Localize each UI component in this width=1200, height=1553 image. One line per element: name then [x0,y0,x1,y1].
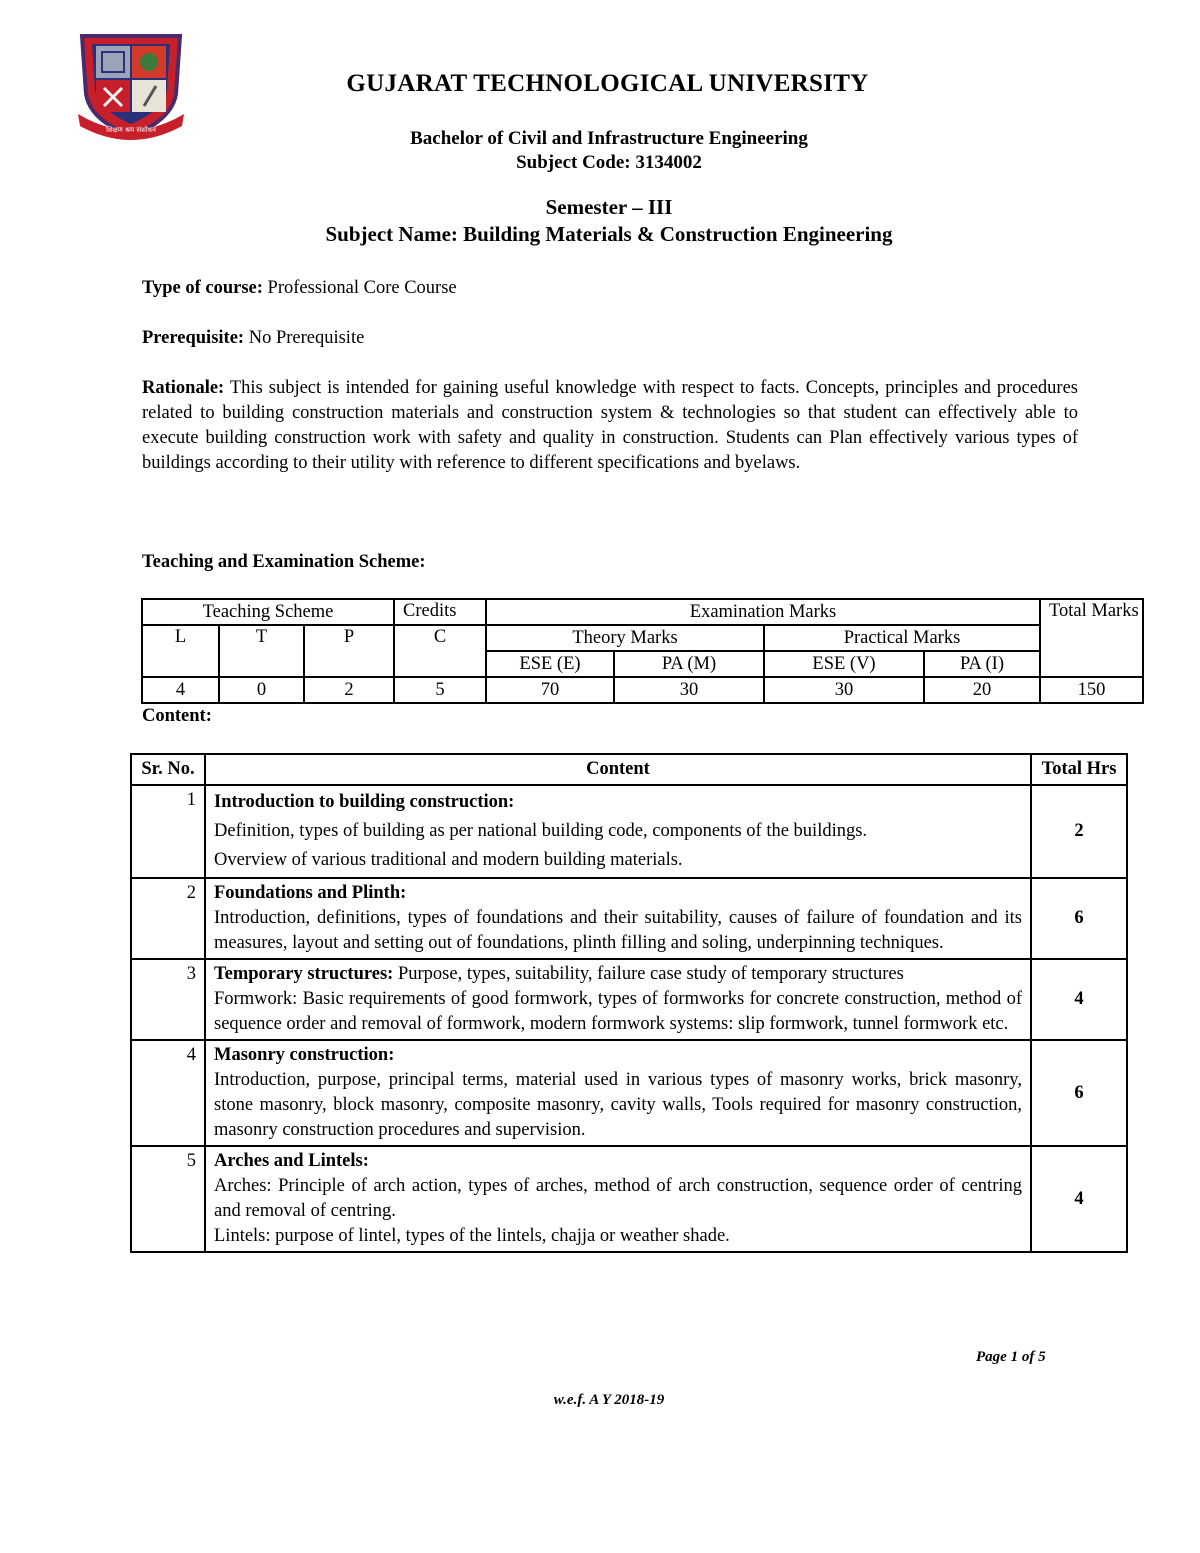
value-P: 2 [304,677,394,703]
row-title-rest: Purpose, types, suitability, failure case study of temporary structures [393,964,904,984]
row-line: Formwork: Basic requirements of good formwork, types of formworks for concrete construction, method of sequence order and removal of formwork, modern formwork systems: slip formwork, tunnel formwork etc. [214,989,1022,1034]
value-pa-i: 20 [924,677,1040,703]
value-total: 150 [1040,677,1143,703]
prerequisite [142,326,1078,351]
ese-e-header: ESE (E) [486,651,614,677]
value-L: 4 [142,677,219,703]
row-hrs: 4 [1031,1146,1127,1252]
col-content: Content [205,754,1031,785]
type-label: Type of course: [142,278,263,298]
row-content [205,1146,1031,1252]
value-T: 0 [219,677,304,703]
table-row [131,1040,1127,1146]
teaching-scheme-header: Teaching Scheme [142,599,394,625]
row-line: Introduction, purpose, principal terms, material used in various types of masonry works, brick masonry, stone masonry, block masonry, composite masonry, cavity walls, Tools required for masonry construction, masonry construction procedures and supervision. [214,1070,1022,1140]
ese-v-header: ESE (V) [764,651,924,677]
page-number: Page 1 of 5 [976,1349,1046,1365]
value-ese-e: 70 [486,677,614,703]
table-row [131,1146,1127,1252]
value-C: 5 [394,677,486,703]
row-sr: 3 [131,959,205,1040]
content-heading: Content: [142,706,212,726]
row-content [205,1040,1031,1146]
value-ese-v: 30 [764,677,924,703]
prereq-label: Prerequisite: [142,328,245,348]
row-sr: 2 [131,878,205,959]
row-content [205,959,1031,1040]
row-sr: 5 [131,1146,205,1252]
table-row [131,878,1127,959]
row-line: Overview of various traditional and modern building materials. [214,850,683,870]
row-sr: 4 [131,1040,205,1146]
total-marks-header: Total Marks [1040,599,1143,677]
rationale [142,376,1078,476]
row-line: Definition, types of building as per national building code, components of the buildings. [214,821,868,841]
program-name: Bachelor of Civil and Infrastructure Engineering [410,128,808,149]
pa-i-header: PA (I) [924,651,1040,677]
row-hrs: 6 [1031,1040,1127,1146]
col-total-hrs: Total Hrs [1031,754,1127,785]
row-line: Arches: Principle of arch action, types of arches, method of arch construction, sequence order of centring and removal of centring. [214,1176,1022,1221]
table-row [131,959,1127,1040]
semester: Semester – III [545,195,673,219]
scheme-table [141,598,1144,704]
table-row [131,785,1127,878]
row-content [205,785,1031,878]
col-P: P [304,625,394,677]
theory-marks-header: Theory Marks [486,625,764,651]
row-line: Lintels: purpose of lintel, types of the lintels, chajja or weather shade. [214,1226,730,1246]
rationale-label: Rationale: [142,378,225,398]
col-T: T [219,625,304,677]
practical-marks-header: Practical Marks [764,625,1040,651]
scheme-heading: Teaching and Examination Scheme: [142,552,426,572]
col-L: L [142,625,219,677]
row-title: Masonry construction: [214,1045,395,1065]
value-pa-m: 30 [614,677,764,703]
row-title: Introduction to building construction: [214,792,515,812]
content-table [130,753,1128,1253]
rationale-value: This subject is intended for gaining useful knowledge with respect to facts. Concepts, principles and procedures related to building construction materials and construction system & technologies so that student can effectively able to execute building construction work with safety and quality in construction. Students can Plan effectively various types of buildings according to their utility with reference to different specifications and byelaws. [142,378,1078,473]
type-value: Professional Core Course [262,278,457,298]
row-line: Introduction, definitions, types of foundations and their suitability, causes of failure of foundation and its measures, layout and setting out of foundations, plinth filling and soling, underpinning techniques. [214,908,1022,953]
col-C: C [394,625,486,677]
row-hrs: 6 [1031,878,1127,959]
subject-code: Subject Code: 3134002 [516,152,702,173]
prereq-value: No Prerequisite [244,328,365,348]
wef-note: w.e.f. A Y 2018-19 [553,1392,665,1408]
row-content [205,878,1031,959]
row-title: Arches and Lintels: [214,1151,369,1171]
type-of-course [142,276,1078,301]
credits-header: Credits [394,599,486,625]
pa-m-header: PA (M) [614,651,764,677]
row-title: Temporary structures: [214,964,394,984]
col-sr-no: Sr. No. [131,754,205,785]
row-sr: 1 [131,785,205,878]
subject-name: Subject Name: Building Materials & Construction Engineering [325,222,893,246]
university-title: GUJARAT TECHNOLOGICAL UNIVERSITY [346,70,869,97]
logo-motto: शिक्षण श्रम संशोधन [106,126,156,134]
row-hrs: 4 [1031,959,1127,1040]
examination-marks-header: Examination Marks [486,599,1040,625]
row-title: Foundations and Plinth: [214,883,407,903]
row-hrs: 2 [1031,785,1127,878]
